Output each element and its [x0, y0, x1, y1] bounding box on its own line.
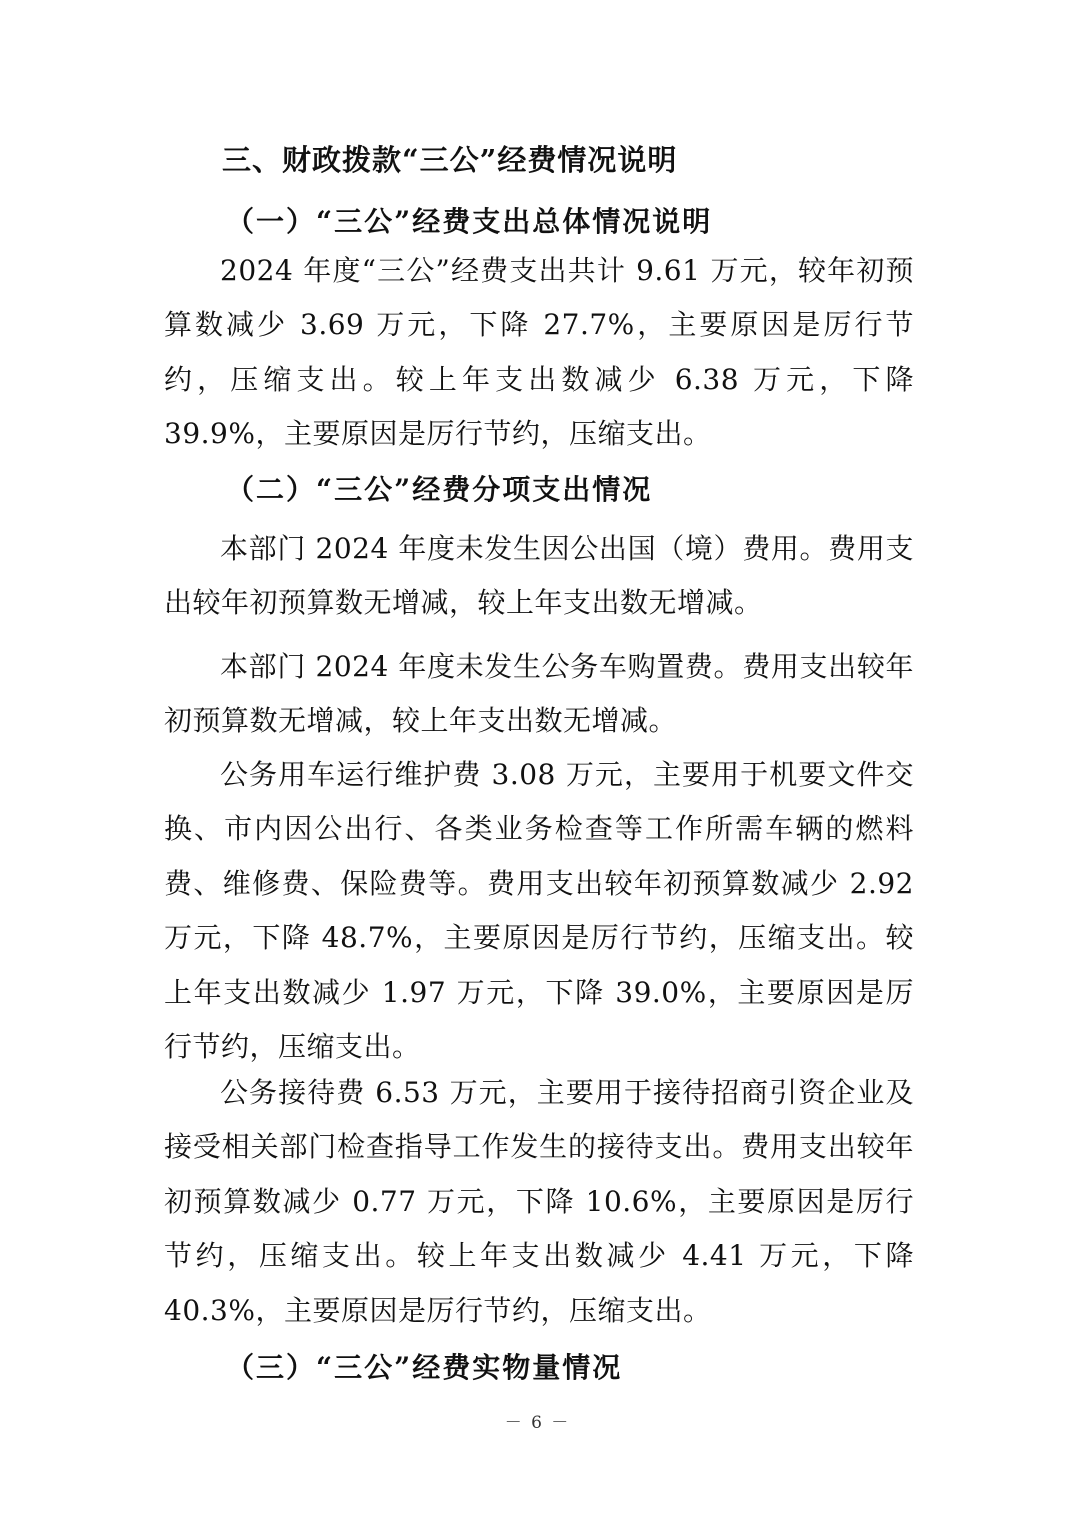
- paragraph-vehicle-operation: 公务用车运行维护费 3.08 万元，主要用于机要文件交换、市内因公出行、各类业务检查等工作所需车辆的燃料费、维修费、保险费等。费用支出较年初预算数减少 2.92 万元，下降 48.7%，主要原因是厉行节约，压缩支出。较上年支出数减少 1.97 万元，下降 39.0%，主要原因是厉行节约，压缩支出。: [164, 758, 914, 1064]
- paragraph-overseas-travel: 本部门 2024 年度未发生因公出国（境）费用。费用支出较年初预算数无增减，较上年支出数无增减。: [164, 532, 914, 620]
- subsection-title-3: （三）“三公”经费实物量情况: [226, 1351, 623, 1384]
- paragraph-reception: 公务接待费 6.53 万元，主要用于接待招商引资企业及接受相关部门检查指导工作发生的接待支出。费用支出较年初预算数减少 0.77 万元，下降 10.6%，主要原因是厉行节约，压缩支出。较上年支出数减少 4.41 万元，下降 40.3%，主要原因是厉行节约，压缩支出。: [164, 1076, 914, 1327]
- section-heading: 三、财政拨款“三公”经费情况说明: [222, 143, 678, 177]
- paragraph-vehicle-purchase: 本部门 2024 年度未发生公务车购置费。费用支出较年初预算数无增减，较上年支出数无增减。: [164, 650, 914, 738]
- subsection-title-2: （二）“三公”经费分项支出情况: [226, 473, 653, 506]
- page-number: － 6 －: [504, 1413, 571, 1433]
- subsection-title-1: （一）“三公”经费支出总体情况说明: [226, 205, 713, 238]
- paragraph-overall: 2024 年度“三公”经费支出共计 9.61 万元，较年初预算数减少 3.69 万元，下降 27.7%，主要原因是厉行节约，压缩支出。较上年支出数减少 6.38 万元，下降 39.9%，主要原因是厉行节约，压缩支出。: [164, 254, 914, 451]
